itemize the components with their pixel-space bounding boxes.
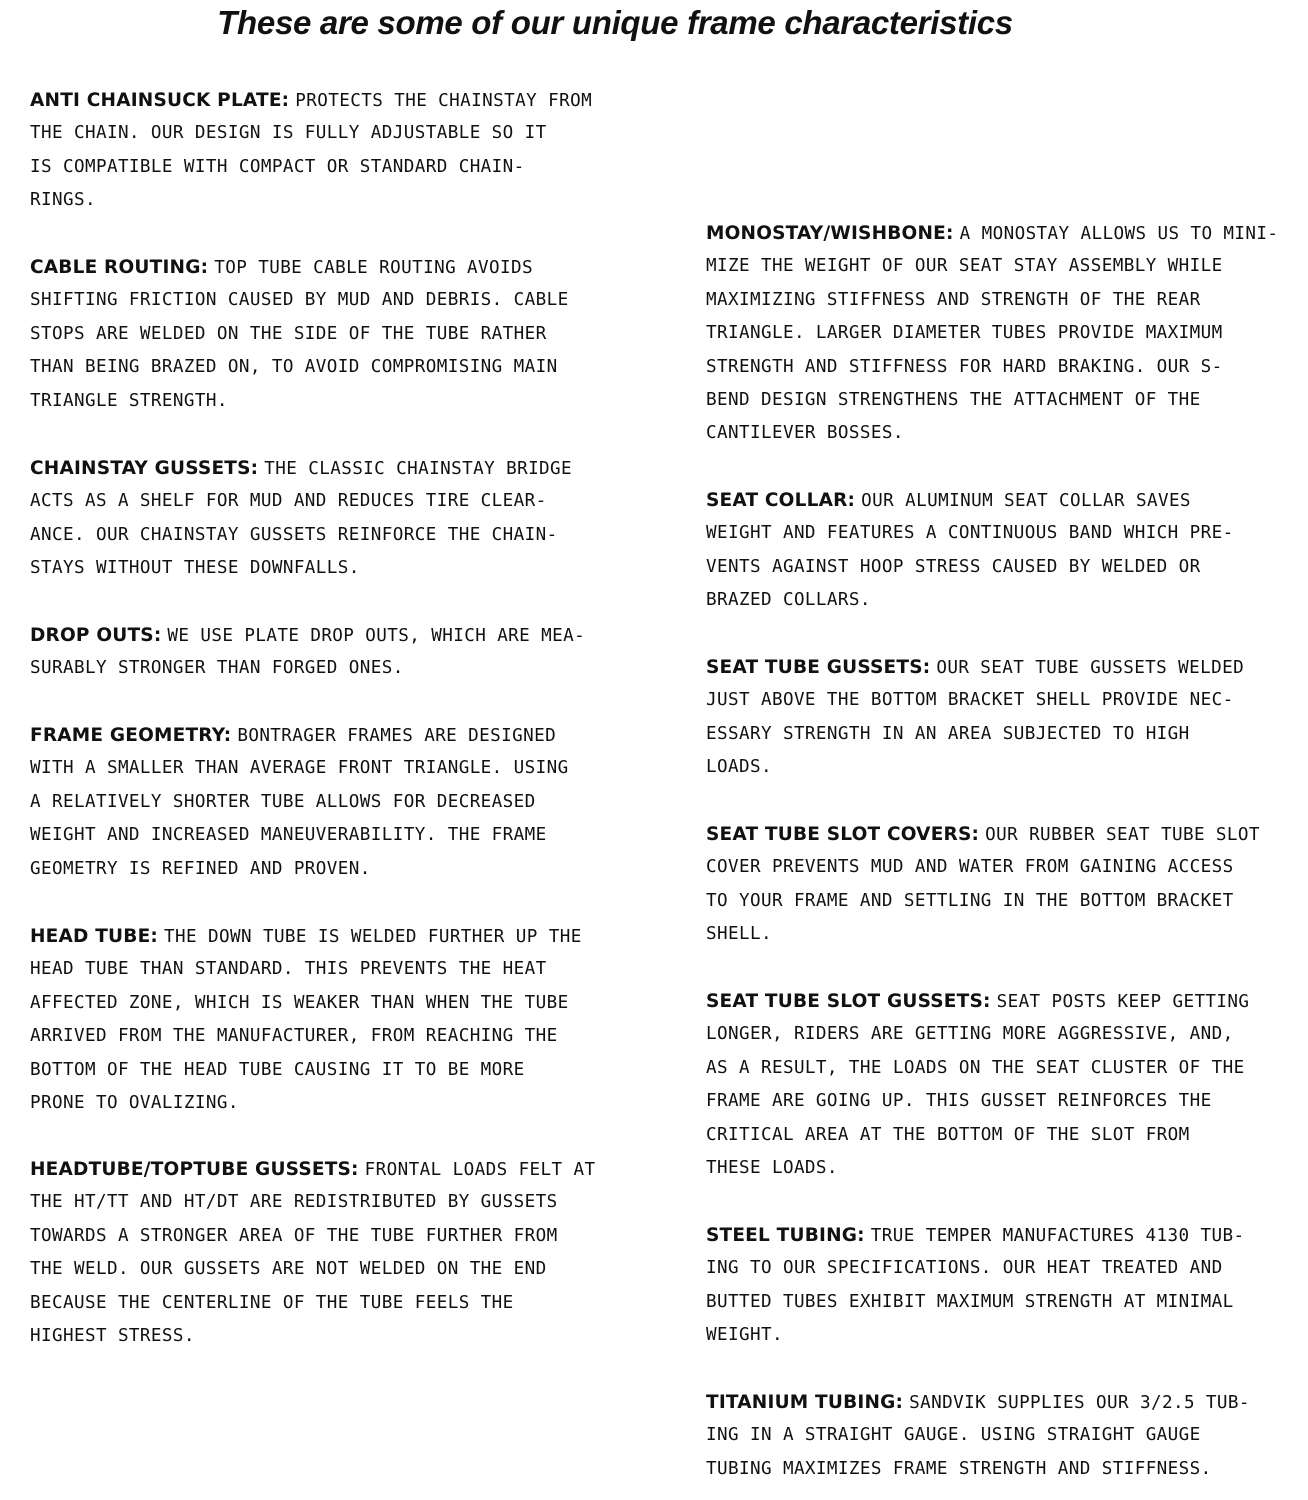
section-frame-geometry	[30, 719, 650, 886]
section-text: COVER PREVENTS MUD AND WATER FROM GAINING ACCESS	[706, 857, 1234, 878]
section-first-line	[30, 719, 650, 752]
section-monostay-wishbone	[706, 217, 1301, 451]
section-first-line	[706, 985, 1301, 1018]
section-heading: SEAT COLLAR:	[706, 490, 856, 511]
section-headtube-toptube-gussets	[30, 1153, 650, 1353]
section-text: THE HT/TT AND HT/DT ARE REDISTRIBUTED BY GUSSETS	[30, 1192, 558, 1213]
section-text: THE DOWN TUBE IS WELDED FURTHER UP THE	[164, 927, 582, 947]
section-text: AS A RESULT, THE LOADS ON THE SEAT CLUSTER OF THE	[706, 1057, 1245, 1078]
section-text: CANTILEVER BOSSES.	[706, 423, 904, 444]
section-first-line	[706, 217, 1301, 250]
section-text: LONGER, RIDERS ARE GETTING MORE AGGRESSIVE, AND,	[706, 1024, 1234, 1045]
section-text: HIGHEST STRESS.	[30, 1325, 195, 1346]
section-text: THAN BEING BRAZED ON, TO AVOID COMPROMISING MAIN	[30, 357, 558, 378]
section-heading: HEAD TUBE:	[30, 926, 159, 947]
section-text: BONTRAGER FRAMES ARE DESIGNED	[237, 726, 557, 746]
section-text: WEIGHT AND INCREASED MANEUVERABILITY. THE FRAME	[30, 825, 547, 846]
section-heading: CHAINSTAY GUSSETS:	[30, 458, 259, 479]
section-text: SEAT POSTS KEEP GETTING	[996, 992, 1250, 1012]
section-text: IS COMPATIBLE WITH COMPACT OR STANDARD CHAIN-	[30, 156, 525, 177]
section-text: THE CLASSIC CHAINSTAY BRIDGE	[264, 459, 573, 479]
section-text: THESE LOADS.	[706, 1157, 838, 1178]
section-text: WEIGHT AND FEATURES A CONTINUOUS BAND WHICH PRE-	[706, 523, 1234, 544]
section-text: THE CHAIN. OUR DESIGN IS FULLY ADJUSTABLE SO IT	[30, 123, 547, 144]
section-text: TOP TUBE CABLE ROUTING AVOIDS	[214, 258, 534, 278]
section-first-line	[30, 920, 650, 953]
section-text: SHELL.	[706, 924, 772, 945]
section-text: STAYS WITHOUT THESE DOWNFALLS.	[30, 558, 360, 579]
section-first-line	[706, 484, 1301, 517]
section-text: FRAME ARE GOING UP. THIS GUSSET REINFORCES THE	[706, 1091, 1212, 1112]
section-text: OUR SEAT TUBE GUSSETS WELDED	[936, 658, 1245, 678]
section-text: THE WELD. OUR GUSSETS ARE NOT WELDED ON THE END	[30, 1259, 547, 1280]
section-heading: SEAT TUBE SLOT COVERS:	[706, 824, 980, 845]
section-text: CRITICAL AREA AT THE BOTTOM OF THE SLOT FROM	[706, 1124, 1190, 1145]
section-seat-collar	[706, 484, 1301, 618]
section-first-line	[706, 1219, 1301, 1252]
section-text: LOADS.	[706, 757, 772, 778]
section-text: SHIFTING FRICTION CAUSED BY MUD AND DEBRIS. CABLE	[30, 290, 569, 311]
section-seat-tube-slot-covers	[706, 818, 1301, 952]
section-heading: DROP OUTS:	[30, 625, 162, 646]
section-text: FRONTAL LOADS FELT AT	[364, 1160, 596, 1180]
section-text: PRONE TO OVALIZING.	[30, 1092, 239, 1113]
section-text: OUR RUBBER SEAT TUBE SLOT	[985, 825, 1260, 845]
section-first-line	[30, 251, 650, 284]
section-text: TOWARDS A STRONGER AREA OF THE TUBE FURTHER FROM	[30, 1225, 558, 1246]
section-heading: HEADTUBE/TOPTUBE GUSSETS:	[30, 1159, 359, 1180]
section-first-line	[30, 1153, 650, 1186]
section-text: WEIGHT.	[706, 1325, 783, 1346]
section-text: A RELATIVELY SHORTER TUBE ALLOWS FOR DECREASED	[30, 791, 536, 812]
section-text: SURABLY STRONGER THAN FORGED ONES.	[30, 658, 404, 679]
section-text: STOPS ARE WELDED ON THE SIDE OF THE TUBE RATHER	[30, 323, 547, 344]
section-text: ARRIVED FROM THE MANUFACTURER, FROM REACHING THE	[30, 1026, 558, 1047]
section-text: ANCE. OUR CHAINSTAY GUSSETS REINFORCE THE CHAIN-	[30, 524, 558, 545]
section-text: STRENGTH AND STIFFNESS FOR HARD BRAKING. OUR S-	[706, 356, 1223, 377]
section-text: SANDVIK SUPPLIES OUR 3/2.5 TUB-	[909, 1393, 1250, 1413]
section-seat-tube-slot-gussets	[706, 985, 1301, 1185]
section-text: PROTECTS THE CHAINSTAY FROM	[295, 91, 593, 111]
section-text: ESSARY STRENGTH IN AN AREA SUBJECTED TO HIGH	[706, 723, 1190, 744]
section-heading: SEAT TUBE SLOT GUSSETS:	[706, 991, 991, 1012]
section-text: AFFECTED ZONE, WHICH IS WEAKER THAN WHEN THE TUBE	[30, 992, 569, 1013]
section-text: BRAZED COLLARS.	[706, 590, 871, 611]
section-first-line	[706, 1386, 1301, 1419]
section-text: ACTS AS A SHELF FOR MUD AND REDUCES TIRE CLEAR-	[30, 491, 547, 512]
section-anti-chainsuck-plate	[30, 84, 650, 218]
section-text: GEOMETRY IS REFINED AND PROVEN.	[30, 858, 371, 879]
section-first-line	[30, 84, 650, 117]
section-first-line	[706, 651, 1301, 684]
section-text: WITH A SMALLER THAN AVERAGE FRONT TRIANGLE. USING	[30, 758, 569, 779]
section-text: ING IN A STRAIGHT GAUGE. USING STRAIGHT GAUGE	[706, 1425, 1201, 1446]
section-first-line	[30, 452, 650, 485]
section-text: WE USE PLATE DROP OUTS, WHICH ARE MEA-	[167, 626, 586, 646]
section-text: MAXIMIZING STIFFNESS AND STRENGTH OF THE REAR	[706, 289, 1201, 310]
section-heading: MONOSTAY/WISHBONE:	[706, 223, 954, 244]
section-text: TUBING MAXIMIZES FRAME STRENGTH AND STIFFNESS.	[706, 1458, 1212, 1479]
section-text: BEND DESIGN STRENGTHENS THE ATTACHMENT OF THE	[706, 389, 1201, 410]
section-text: TRIANGLE STRENGTH.	[30, 390, 228, 411]
section-text: ING TO OUR SPECIFICATIONS. OUR HEAT TREATED AND	[706, 1258, 1223, 1279]
section-text: TO YOUR FRAME AND SETTLING IN THE BOTTOM BRACKET	[706, 890, 1234, 911]
section-titanium-tubing	[706, 1386, 1301, 1486]
section-text: BOTTOM OF THE HEAD TUBE CAUSING IT TO BE MORE	[30, 1059, 525, 1080]
section-seat-tube-gussets	[706, 651, 1301, 785]
section-text: TRUE TEMPER MANUFACTURES 4130 TUB-	[870, 1226, 1245, 1246]
section-text: BUTTED TUBES EXHIBIT MAXIMUM STRENGTH AT MINIMAL	[706, 1291, 1234, 1312]
section-cable-routing	[30, 251, 650, 418]
section-text: RINGS.	[30, 190, 96, 211]
section-text: HEAD TUBE THAN STANDARD. THIS PREVENTS THE HEAT	[30, 959, 547, 980]
section-steel-tubing	[706, 1219, 1301, 1353]
section-text: BECAUSE THE CENTERLINE OF THE TUBE FEELS THE	[30, 1292, 514, 1313]
section-text: MIZE THE WEIGHT OF OUR SEAT STAY ASSEMBLY WHILE	[706, 256, 1223, 277]
section-head-tube	[30, 920, 650, 1120]
section-first-line	[706, 818, 1301, 851]
section-heading: ANTI CHAINSUCK PLATE:	[30, 90, 290, 111]
page-title: These are some of our unique frame characteristics	[217, 4, 1013, 41]
section-text: A MONOSTAY ALLOWS US TO MINI-	[959, 224, 1279, 244]
section-text: VENTS AGAINST HOOP STRESS CAUSED BY WELDED OR	[706, 556, 1201, 577]
section-text: TRIANGLE. LARGER DIAMETER TUBES PROVIDE MAXIMUM	[706, 323, 1223, 344]
section-chainstay-gussets	[30, 452, 650, 586]
section-heading: SEAT TUBE GUSSETS:	[706, 657, 931, 678]
section-text: JUST ABOVE THE BOTTOM BRACKET SHELL PROVIDE NEC-	[706, 690, 1234, 711]
section-text: OUR ALUMINUM SEAT COLLAR SAVES	[861, 491, 1191, 511]
section-heading: TITANIUM TUBING:	[706, 1392, 904, 1413]
section-heading: STEEL TUBING:	[706, 1225, 865, 1246]
section-first-line	[30, 619, 650, 652]
section-heading: FRAME GEOMETRY:	[30, 725, 232, 746]
section-heading: CABLE ROUTING:	[30, 257, 209, 278]
section-drop-outs	[30, 619, 650, 686]
